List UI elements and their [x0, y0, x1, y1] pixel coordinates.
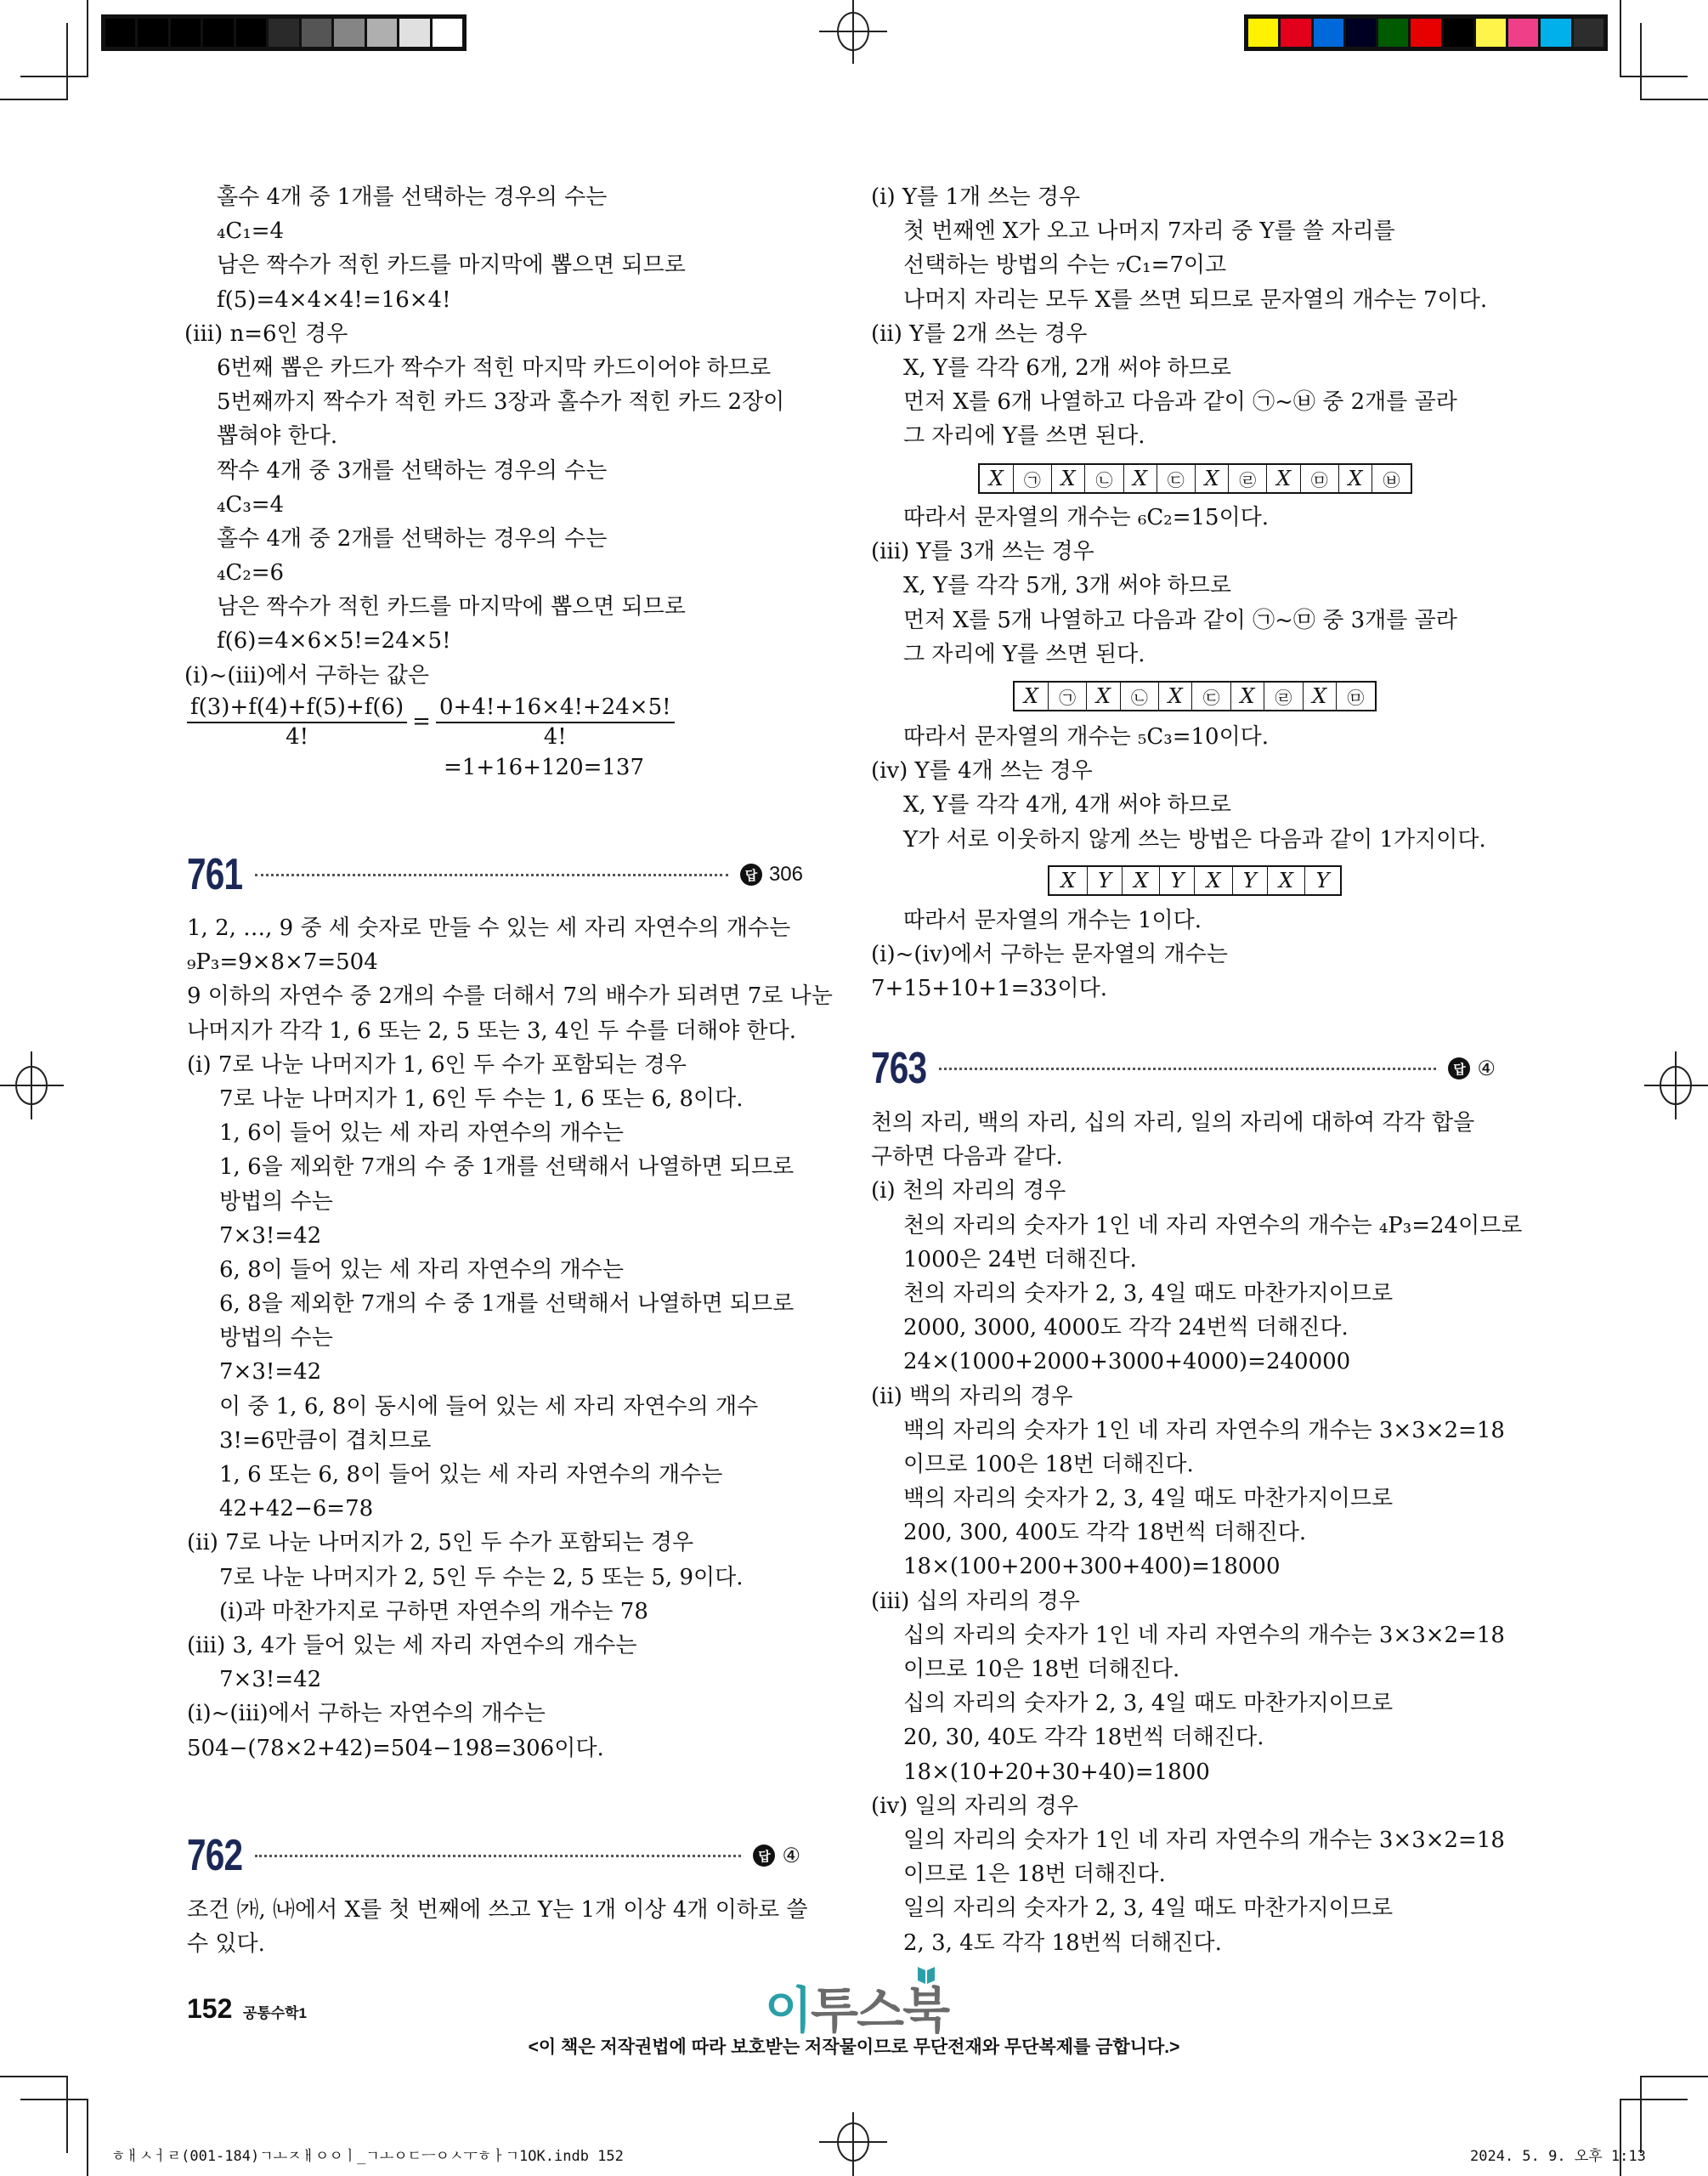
- solution-762-conclusion: [871, 904, 1228, 1006]
- problem-number: 763: [871, 1044, 927, 1093]
- problem-763-header: [871, 1043, 1496, 1094]
- letter-cell: X: [1123, 866, 1160, 895]
- text-line: 그 자리에 Y를 쓰면 된다.: [903, 641, 1145, 667]
- letter-cell: X: [1052, 464, 1085, 493]
- text-line: X, Y를 각각 6개, 2개 써야 하므로: [903, 354, 1232, 381]
- text-line: 그 자리에 Y를 쓰면 된다.: [903, 423, 1145, 450]
- text-line: f(6)=4×6×5!=24×5!: [217, 628, 451, 654]
- text-line: 5번째까지 짝수가 적힌 카드 3장과 홀수가 적힌 카드 2장이: [217, 389, 785, 416]
- arrangement-table-xy: [1048, 865, 1342, 896]
- text-line: 천의 자리의 숫자가 2, 3, 4일 때도 마찬가지이므로: [903, 1280, 1394, 1306]
- letter-cell: X: [1123, 464, 1157, 493]
- text-line: 방법의 수는: [219, 1188, 333, 1215]
- numerator: 0+4!+16×4!+24×5!: [436, 693, 675, 723]
- logo-text-teal: 이: [765, 1983, 812, 2038]
- slot-marker-cell: ㉠: [1013, 464, 1051, 493]
- text-line: (i)과 마찬가지로 구하면 자연수의 개수는 78: [219, 1598, 648, 1624]
- case-heading: (iii) n=6인 경우: [184, 320, 348, 347]
- case-heading: (ii) 7로 나눈 나머지가 2, 5인 두 수가 포함되는 경우: [187, 1530, 694, 1556]
- slot-marker-cell: ㉤: [1300, 464, 1338, 493]
- case-heading: (i) 7로 나눈 나머지가 1, 6인 두 수가 포함되는 경우: [187, 1051, 687, 1078]
- slot-marker-cell: ㉥: [1372, 464, 1411, 493]
- case-heading: (ii) Y를 2개 쓰는 경우: [871, 320, 1088, 347]
- text-line: 짝수 4개 중 3개를 선택하는 경우의 수는: [217, 457, 608, 484]
- text-line: 십의 자리의 숫자가 1인 네 자리 자연수의 개수는 3×3×2=18: [903, 1622, 1505, 1648]
- answer-icon: 답: [753, 1844, 775, 1867]
- letter-cell: Y: [1160, 866, 1195, 895]
- case-heading: (iii) Y를 3개 쓰는 경우: [871, 539, 1094, 565]
- answer-icon: 답: [1448, 1057, 1470, 1080]
- fraction-left: [187, 693, 407, 751]
- slot-marker-cell: ㉤: [1336, 682, 1376, 711]
- text-line: 구하면 다음과 같다.: [871, 1144, 1063, 1170]
- registration-mark-top: [819, 0, 887, 64]
- letter-cell: X: [1267, 464, 1300, 493]
- text-line: 따라서 문자열의 개수는 ₅C₃=10이다.: [903, 724, 1270, 750]
- text-line: 따라서 문자열의 개수는 ₆C₂=15이다.: [903, 505, 1270, 530]
- print-slug-date: 2024. 5. 9. 오후 1:13: [1470, 2148, 1646, 2165]
- text-line: (i)~(iii)에서 구하는 값은: [184, 662, 429, 688]
- text-line: 18×(100+200+300+400)=18000: [903, 1554, 1281, 1580]
- slot-marker-cell: ㉣: [1229, 464, 1267, 493]
- text-line: 9 이하의 자연수 중 2개의 수를 더해서 7의 배수가 되려면 7로 나눈: [187, 983, 833, 1010]
- text-line: X, Y를 각각 4개, 4개 써야 하므로: [903, 792, 1232, 819]
- text-line: 천의 자리의 숫자가 1인 네 자리 자연수의 개수는 ₄P₃=24이므로: [903, 1212, 1523, 1238]
- text-line: 먼저 X를 5개 나열하고 다음과 같이 ㉠~㉤ 중 3개를 골라: [903, 607, 1457, 633]
- text-line: 방법의 수는: [219, 1325, 333, 1352]
- arrangement-table-5x: [1013, 681, 1377, 711]
- text-line: 이므로 100은 18번 더해진다.: [903, 1451, 1194, 1477]
- text-line: 나머지 자리는 모두 X를 쓰면 되므로 문자열의 개수는 7이다.: [903, 286, 1488, 313]
- solution-761: [187, 911, 833, 1765]
- text-line: 먼저 X를 6개 나열하고 다음과 같이 ㉠~㉥ 중 2개를 골라: [903, 389, 1457, 416]
- text-line: 일의 자리의 숫자가 2, 3, 4일 때도 마찬가지이므로: [903, 1896, 1394, 1922]
- letter-cell: X: [1087, 682, 1120, 711]
- letter-cell: X: [979, 464, 1013, 493]
- case-heading: (ii) 백의 자리의 경우: [871, 1383, 1073, 1409]
- text-line: 1, 6 또는 6, 8이 들어 있는 세 자리 자연수의 개수는: [219, 1462, 723, 1488]
- solution-763: [871, 1106, 1522, 1960]
- text-line: (i)~(iii)에서 구하는 자연수의 개수는: [187, 1701, 546, 1727]
- answer-icon: 답: [740, 864, 762, 886]
- registration-mark-left: [0, 1051, 64, 1119]
- answer-value: ④: [1477, 1057, 1496, 1080]
- registration-mark-right: [1644, 1051, 1708, 1119]
- logo-text-gray: 투스북: [811, 1983, 949, 2038]
- text-line: 42+42−6=78: [219, 1496, 374, 1522]
- text-line: 이므로 10은 18번 더해진다.: [903, 1657, 1180, 1682]
- letter-cell: X: [1267, 866, 1304, 895]
- book-title: 공통수학1: [242, 2005, 307, 2021]
- book-icon: [916, 1964, 936, 1986]
- text-line: 3!=6만큼이 겹치므로: [219, 1427, 432, 1454]
- text-line: X, Y를 각각 5개, 3개 써야 하므로: [903, 573, 1232, 599]
- case-heading: (i) Y를 1개 쓰는 경우: [871, 184, 1081, 210]
- text-line: 1, 2, …, 9 중 세 숫자로 만들 수 있는 세 자리 자연수의 개수는: [187, 915, 791, 941]
- text-line: ₄C₂=6: [217, 560, 285, 586]
- text-line: 2000, 3000, 4000도 각각 24번씩 더해진다.: [903, 1315, 1349, 1341]
- letter-cell: X: [1195, 464, 1228, 493]
- text-line: 504−(78×2+42)=504−198=306이다.: [187, 1735, 604, 1761]
- text-line: 일의 자리의 숫자가 1인 네 자리 자연수의 개수는 3×3×2=18: [903, 1827, 1505, 1853]
- text-line: 이므로 1은 18번 더해진다.: [903, 1862, 1166, 1888]
- letter-cell: X: [1338, 464, 1371, 493]
- numerator: f(3)+f(4)+f(5)+f(6): [187, 693, 407, 723]
- text-line: 백의 자리의 숫자가 2, 3, 4일 때도 마찬가지이므로: [903, 1486, 1394, 1512]
- text-line: 첫 번째엔 X가 오고 나머지 7자리 중 Y를 쓸 자리를: [903, 218, 1395, 245]
- case-heading: (iii) 3, 4가 들어 있는 세 자리 자연수의 개수는: [187, 1632, 637, 1658]
- text-line: 홀수 4개 중 2개를 선택하는 경우의 수는: [217, 525, 608, 552]
- text-line: 남은 짝수가 적힌 카드를 마지막에 뽑으면 되므로: [217, 252, 686, 279]
- solution-762-case-4: [871, 720, 1486, 857]
- case-heading: (iii) 십의 자리의 경우: [871, 1588, 1080, 1614]
- text-line: 십의 자리의 숫자가 2, 3, 4일 때도 마찬가지이므로: [903, 1691, 1394, 1717]
- slot-marker-cell: ㉣: [1264, 682, 1304, 711]
- text-line: 2, 3, 4도 각각 18번씩 더해진다.: [903, 1930, 1222, 1956]
- text-line: 천의 자리, 백의 자리, 십의 자리, 일의 자리에 대하여 각각 합을: [871, 1110, 1475, 1136]
- problem-number: 762: [187, 1831, 243, 1880]
- leader-dots: [255, 1855, 741, 1857]
- page-footer: [187, 1993, 307, 2025]
- letter-cell: Y: [1305, 866, 1341, 895]
- text-line: 1000은 24번 더해진다.: [903, 1246, 1137, 1272]
- problem-761-header: [187, 849, 803, 900]
- case-heading: (iv) Y를 4개 쓰는 경우: [871, 758, 1093, 785]
- final-result: =1+16+120=137: [444, 755, 645, 780]
- text-line: f(5)=4×4×4!=16×4!: [217, 286, 451, 313]
- problem-number: 761: [187, 850, 243, 899]
- text-line: 7×3!=42: [219, 1222, 322, 1249]
- slot-marker-cell: ㉢: [1192, 682, 1231, 711]
- solution-762-cases-1-2: [871, 180, 1487, 454]
- equals-sign: =: [412, 709, 431, 734]
- text-line: 이 중 1, 6, 8이 동시에 들어 있는 세 자리 자연수의 개수: [219, 1393, 759, 1420]
- text-line: 따라서 문자열의 개수는 1이다.: [903, 908, 1202, 933]
- text-line: 선택하는 방법의 수는 ₇C₁=7이고: [903, 252, 1227, 279]
- text-line: ₉P₃=9×8×7=504: [187, 949, 378, 976]
- solution-762-intro: [187, 1893, 808, 1961]
- denominator: 4!: [286, 724, 309, 750]
- page-number: 152: [187, 1993, 233, 2024]
- text-line: 7×3!=42: [219, 1359, 322, 1386]
- registration-mark-bottom: [819, 2112, 887, 2176]
- text-line: 남은 짝수가 적힌 카드를 마지막에 뽑으면 되므로: [217, 594, 686, 620]
- arrangement-table-6x: [978, 463, 1412, 494]
- text-line: 6번째 뽑은 카드가 짝수가 적힌 마지막 카드이어야 하므로: [217, 354, 772, 381]
- letter-cell: X: [1230, 682, 1264, 711]
- denominator: 4!: [543, 724, 567, 750]
- text-line: (i)~(iv)에서 구하는 문자열의 개수는: [871, 942, 1228, 968]
- case-heading: (i) 천의 자리의 경우: [871, 1178, 1066, 1204]
- text-line: 200, 300, 400도 각각 18번씩 더해진다.: [903, 1520, 1307, 1546]
- final-fraction-equation: [187, 693, 675, 751]
- print-slug-filename: ㅎㅐㅅㅓㄹ(001-184)ㄱㅗㅈㅐㅇㅇㅣ_ㄱㅗㅇㄷㅡㅇㅅㅜㅎㅏㄱ1OK.indb 152: [111, 2148, 624, 2165]
- solution-762-case-3: [871, 501, 1457, 672]
- text-line: 7×3!=42: [219, 1667, 322, 1693]
- text-line: ₄C₃=4: [217, 491, 285, 518]
- problem-762-header: [187, 1830, 800, 1881]
- copyright-notice: <이 책은 저작권법에 따라 보호받는 저작물이므로 무단전재와 무단복제를 금합니다.>: [528, 2037, 1180, 2057]
- publisher-logo: [765, 1970, 948, 2042]
- text-line: 뽑혀야 한다.: [217, 423, 338, 450]
- text-line: 6, 8을 제외한 7개의 수 중 1개를 선택해서 나열하면 되므로: [219, 1291, 795, 1318]
- text-line: 수 있다.: [187, 1931, 265, 1958]
- slot-marker-cell: ㉠: [1048, 682, 1087, 711]
- text-line: 6, 8이 들어 있는 세 자리 자연수의 개수는: [219, 1256, 624, 1283]
- text-line: 7로 나눈 나머지가 2, 5인 두 수는 2, 5 또는 5, 9이다.: [219, 1564, 744, 1590]
- slot-marker-cell: ㉡: [1085, 464, 1123, 493]
- answer-value: ④: [782, 1844, 800, 1867]
- letter-cell: X: [1303, 682, 1336, 711]
- text-line: 홀수 4개 중 1개를 선택하는 경우의 수는: [217, 184, 608, 210]
- text-line: 1, 6을 제외한 7개의 수 중 1개를 선택해서 나열하면 되므로: [219, 1154, 795, 1181]
- leader-dots: [255, 874, 728, 876]
- slot-marker-cell: ㉡: [1120, 682, 1159, 711]
- answer-value: 306: [768, 863, 803, 886]
- case-heading: (iv) 일의 자리의 경우: [871, 1793, 1078, 1819]
- text-line: Y가 서로 이웃하지 않게 쓰는 방법은 다음과 같이 1가지이다.: [903, 826, 1486, 853]
- letter-cell: X: [1049, 866, 1087, 895]
- text-line: 20, 30, 40도 각각 18번씩 더해진다.: [903, 1725, 1264, 1751]
- text-line: 나머지가 각각 1, 6 또는 2, 5 또는 3, 4인 두 수를 더해야 한다.: [187, 1017, 796, 1044]
- text-line: 24×(1000+2000+3000+4000)=240000: [903, 1349, 1351, 1375]
- text-line: ₄C₁=4: [217, 218, 285, 245]
- letter-cell: Y: [1232, 866, 1267, 895]
- letter-cell: X: [1159, 682, 1192, 711]
- text-line: 7로 나눈 나머지가 1, 6인 두 수는 1, 6 또는 6, 8이다.: [219, 1085, 744, 1112]
- text-line: 18×(10+20+30+40)=1800: [903, 1759, 1210, 1785]
- solution-760-continuation: [184, 180, 784, 693]
- leader-dots: [939, 1068, 1436, 1070]
- letter-cell: X: [1195, 866, 1232, 895]
- fraction-right: [436, 693, 675, 751]
- text-line: 백의 자리의 숫자가 1인 네 자리 자연수의 개수는 3×3×2=18: [903, 1417, 1505, 1443]
- text-line: 1, 6이 들어 있는 세 자리 자연수의 개수는: [219, 1120, 624, 1147]
- letter-cell: X: [1014, 682, 1048, 711]
- letter-cell: Y: [1087, 866, 1122, 895]
- text-line: 7+15+10+1=33이다.: [871, 976, 1107, 1002]
- slot-marker-cell: ㉢: [1157, 464, 1195, 493]
- text-line: 조건 ㈎, ㈏에서 X를 첫 번째에 쓰고 Y는 1개 이상 4개 이하로 쓸: [187, 1897, 808, 1923]
